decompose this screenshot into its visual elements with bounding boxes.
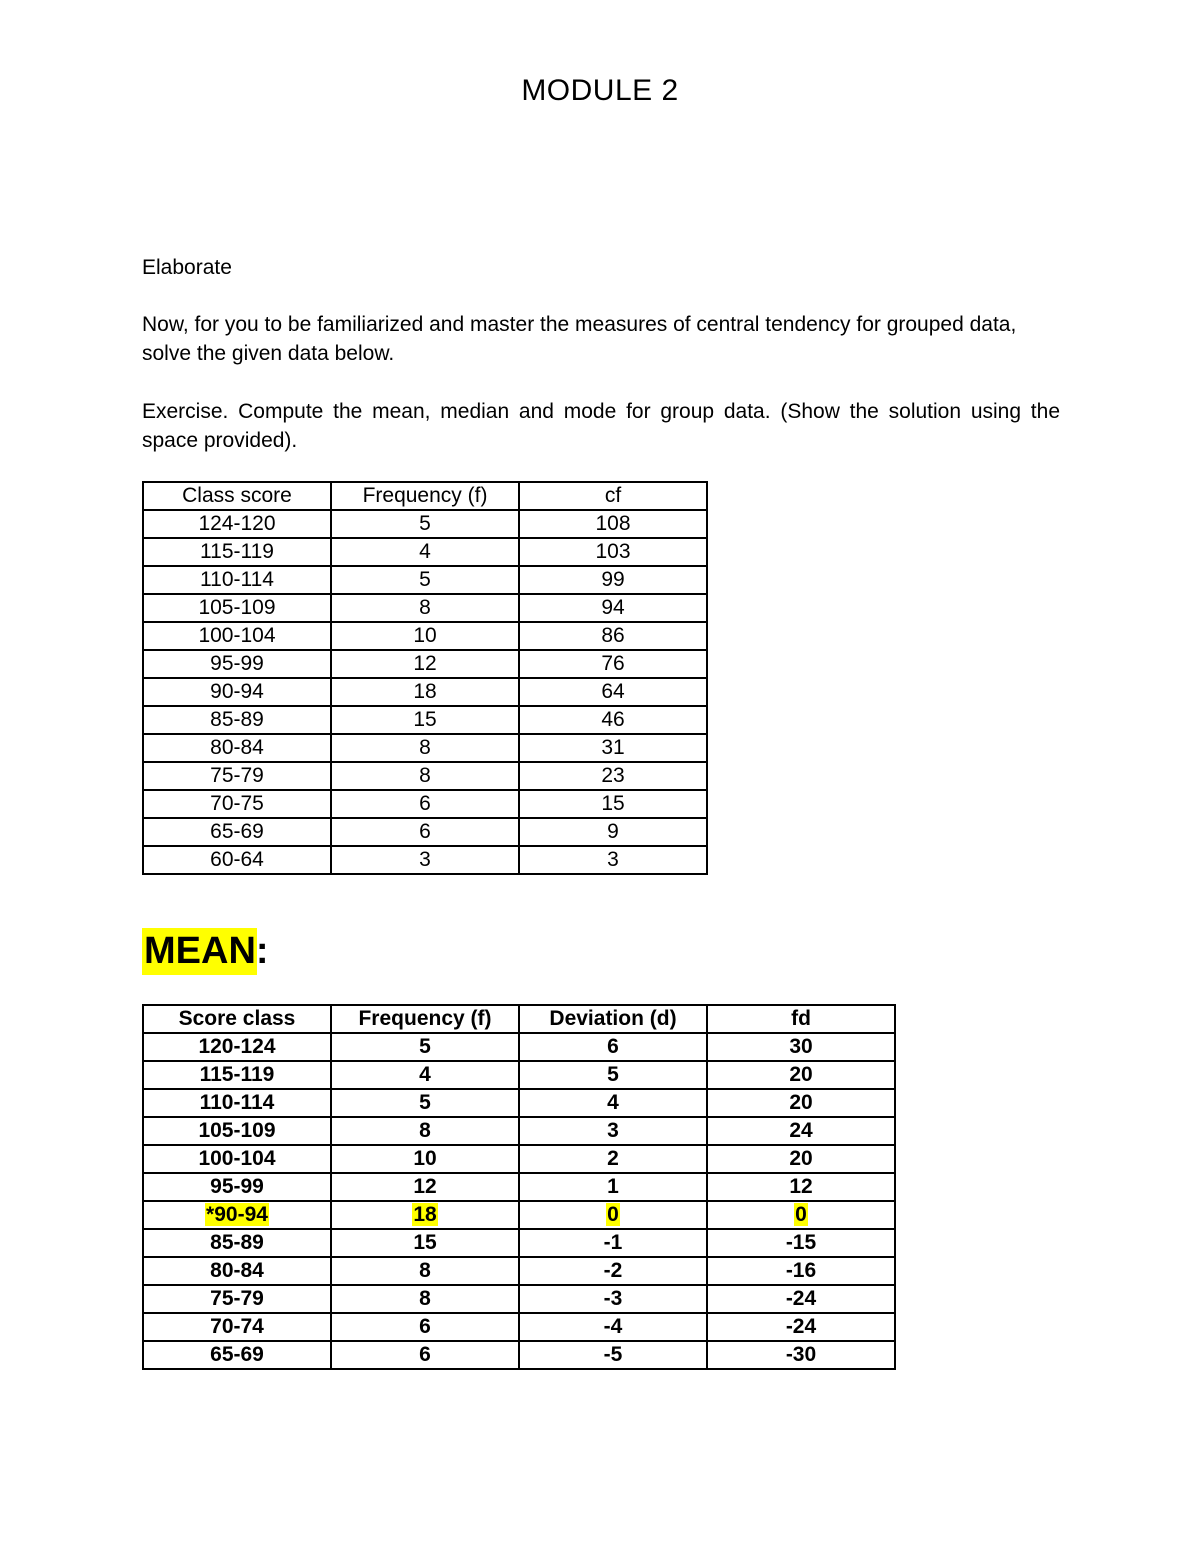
- table-row: [143, 1061, 895, 1089]
- column-header: Frequency (f): [331, 482, 519, 510]
- table-cell: 65-69: [143, 1341, 331, 1369]
- table-cell: 80-84: [143, 1257, 331, 1285]
- table-cell: 23: [519, 762, 707, 790]
- table-cell: 95-99: [143, 1173, 331, 1201]
- table-cell: 12: [331, 650, 519, 678]
- table-row: [143, 1201, 895, 1229]
- table-cell: 24: [707, 1117, 895, 1145]
- table-cell: 115-119: [143, 538, 331, 566]
- table-cell: 3: [519, 846, 707, 874]
- table-cell: 31: [519, 734, 707, 762]
- table-cell: -24: [707, 1285, 895, 1313]
- table-cell: 6: [331, 790, 519, 818]
- table-row: [143, 734, 707, 762]
- table-cell: 70-74: [143, 1313, 331, 1341]
- table-row: [143, 510, 707, 538]
- intro-paragraph: Now, for you to be familiarized and master the measures of central tendency for grouped data, solve the given data below.: [142, 313, 1017, 365]
- table-row: [143, 1117, 895, 1145]
- table-cell: 8: [331, 1285, 519, 1313]
- table-row: [143, 1173, 895, 1201]
- section-label: Elaborate: [142, 256, 232, 279]
- table-cell: 5: [331, 1033, 519, 1061]
- table-cell: 8: [331, 734, 519, 762]
- table-cell: 110-114: [143, 1089, 331, 1117]
- table-cell: 2: [519, 1145, 707, 1173]
- table-cell: 10: [331, 1145, 519, 1173]
- table-cell: 64: [519, 678, 707, 706]
- table-row: [143, 1033, 895, 1061]
- table-row: [143, 1285, 895, 1313]
- mean-heading: MEAN:: [142, 928, 257, 975]
- table-cell: 15: [331, 1229, 519, 1257]
- table-cell: -1: [519, 1229, 707, 1257]
- table-cell: 80-84: [143, 734, 331, 762]
- table-row: [143, 790, 707, 818]
- table-cell: 5: [331, 510, 519, 538]
- table-cell: 94: [519, 594, 707, 622]
- table-row: [143, 566, 707, 594]
- table-cell: 6: [331, 1313, 519, 1341]
- table-cell: 15: [519, 790, 707, 818]
- table-cell: 103: [519, 538, 707, 566]
- table-cell: 105-109: [143, 594, 331, 622]
- table-cell: -3: [519, 1285, 707, 1313]
- table-row: [143, 1313, 895, 1341]
- table-row: [143, 622, 707, 650]
- table-cell: 60-64: [143, 846, 331, 874]
- table-cell: -24: [707, 1313, 895, 1341]
- table-cell: -2: [519, 1257, 707, 1285]
- table-row: [143, 846, 707, 874]
- table-cell: 46: [519, 706, 707, 734]
- table-cell: 115-119: [143, 1061, 331, 1089]
- table-cell: 90-94: [143, 678, 331, 706]
- table-header-row: [143, 1005, 895, 1033]
- table-cell: -30: [707, 1341, 895, 1369]
- table-cell: 6: [519, 1033, 707, 1061]
- table-cell: -16: [707, 1257, 895, 1285]
- table-cell: 5: [331, 1089, 519, 1117]
- table-cell: 108: [519, 510, 707, 538]
- table-cell: 12: [707, 1173, 895, 1201]
- table-cell: 76: [519, 650, 707, 678]
- table-cell: 6: [331, 1341, 519, 1369]
- table-cell: [707, 1201, 895, 1229]
- table-row: [143, 1089, 895, 1117]
- table-row: [143, 762, 707, 790]
- page-title: MODULE 2: [521, 74, 679, 107]
- column-header: Deviation (d): [519, 1005, 707, 1033]
- exercise-paragraph: Exercise. Compute the mean, median and mode for group data. (Show the solution using the space provided).: [142, 400, 1060, 452]
- table-cell: 100-104: [143, 1145, 331, 1173]
- table-cell: 70-75: [143, 790, 331, 818]
- table-cell: 99: [519, 566, 707, 594]
- table-cell: 5: [519, 1061, 707, 1089]
- table-cell: 20: [707, 1145, 895, 1173]
- table-cell: 8: [331, 1117, 519, 1145]
- table-cell: 86: [519, 622, 707, 650]
- table-cell: [143, 1201, 331, 1229]
- table-cell: 12: [331, 1173, 519, 1201]
- table-cell: 3: [519, 1117, 707, 1145]
- table-cell: -15: [707, 1229, 895, 1257]
- table-cell: [331, 1201, 519, 1229]
- table-cell: 110-114: [143, 566, 331, 594]
- table-row: [143, 818, 707, 846]
- class-score-table: [142, 481, 708, 875]
- table-cell: 20: [707, 1061, 895, 1089]
- highlighted-value: *90-94: [206, 1203, 268, 1226]
- table-row: [143, 1145, 895, 1173]
- column-header: Score class: [143, 1005, 331, 1033]
- table-cell: 15: [331, 706, 519, 734]
- table-cell: 85-89: [143, 706, 331, 734]
- table-cell: 124-120: [143, 510, 331, 538]
- column-header: Frequency (f): [331, 1005, 519, 1033]
- column-header: Class score: [143, 482, 331, 510]
- table-row: [143, 538, 707, 566]
- table-row: [143, 1341, 895, 1369]
- table-cell: 65-69: [143, 818, 331, 846]
- table-cell: 8: [331, 762, 519, 790]
- table-cell: 105-109: [143, 1117, 331, 1145]
- table-cell: 120-124: [143, 1033, 331, 1061]
- table-cell: 95-99: [143, 650, 331, 678]
- table-cell: -5: [519, 1341, 707, 1369]
- table-row: [143, 706, 707, 734]
- table-row: [143, 594, 707, 622]
- table-cell: 8: [331, 1257, 519, 1285]
- table-cell: 8: [331, 594, 519, 622]
- table-row: [143, 1257, 895, 1285]
- table-cell: 6: [331, 818, 519, 846]
- table-cell: 5: [331, 566, 519, 594]
- highlighted-value: 18: [413, 1203, 437, 1226]
- column-header: fd: [707, 1005, 895, 1033]
- table-cell: 20: [707, 1089, 895, 1117]
- table-cell: 1: [519, 1173, 707, 1201]
- table-cell: 30: [707, 1033, 895, 1061]
- table-cell: 4: [519, 1089, 707, 1117]
- table-cell: -4: [519, 1313, 707, 1341]
- table-cell: 4: [331, 1061, 519, 1089]
- column-header: cf: [519, 482, 707, 510]
- table-cell: 4: [331, 538, 519, 566]
- table-cell: 18: [331, 678, 519, 706]
- table-cell: 9: [519, 818, 707, 846]
- table-cell: 100-104: [143, 622, 331, 650]
- table-row: [143, 678, 707, 706]
- highlighted-value: 0: [607, 1203, 619, 1226]
- table-header-row: [143, 482, 707, 510]
- table-cell: 75-79: [143, 1285, 331, 1313]
- table-cell: 75-79: [143, 762, 331, 790]
- deviation-table: [142, 1004, 896, 1370]
- highlighted-value: 0: [795, 1203, 807, 1226]
- table-row: [143, 650, 707, 678]
- table-cell: 10: [331, 622, 519, 650]
- table-row: [143, 1229, 895, 1257]
- table-cell: [519, 1201, 707, 1229]
- table-cell: 85-89: [143, 1229, 331, 1257]
- table-cell: 3: [331, 846, 519, 874]
